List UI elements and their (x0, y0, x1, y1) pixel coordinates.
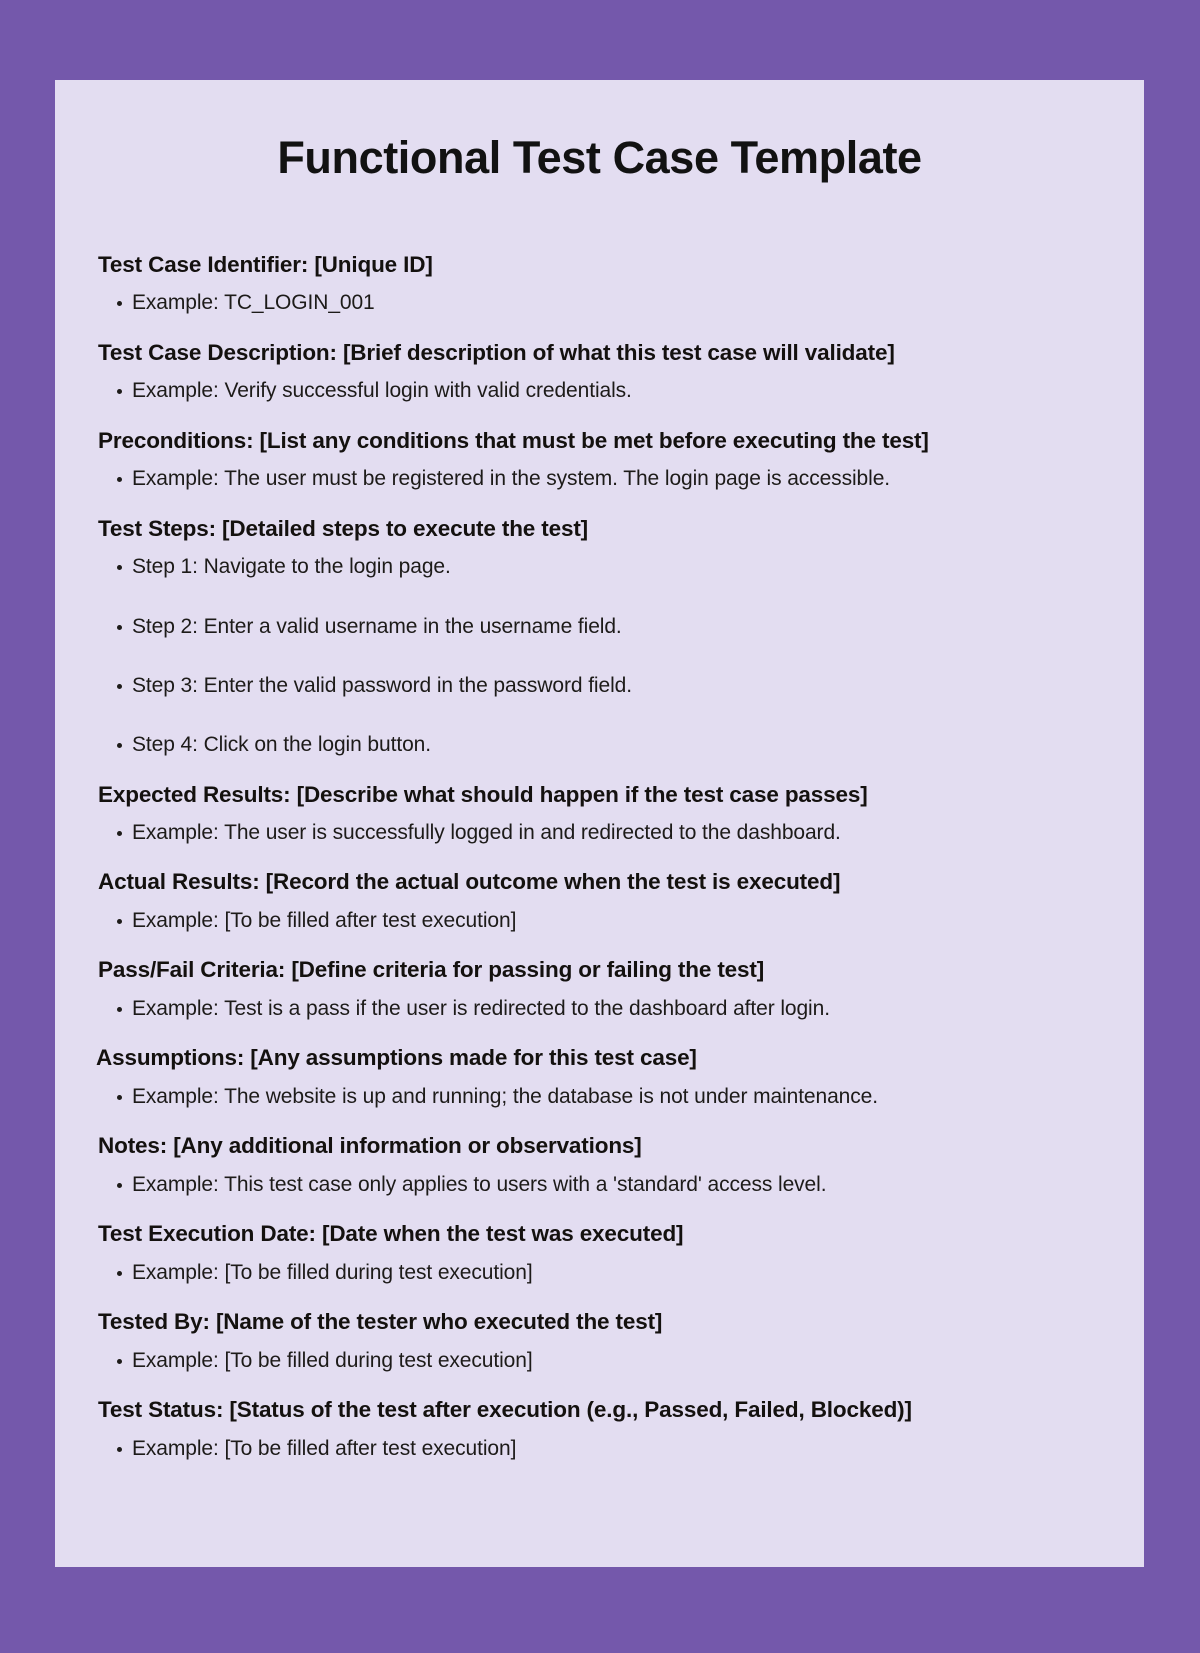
section-bullets (55, 1435, 1144, 1463)
section-tested-by (55, 1307, 1144, 1375)
section-bullets (55, 1083, 1144, 1111)
document-body (55, 184, 1144, 1463)
list-item: Example: TC_LOGIN_001 (55, 289, 1144, 317)
section-bullets (55, 289, 1144, 317)
spacer (55, 1199, 1144, 1219)
spacer (55, 935, 1144, 955)
section-heading: Actual Results: [Record the actual outcome when the test is executed] (98, 869, 841, 895)
spacer (55, 582, 1144, 613)
list-item: Step 3: Enter the valid password in the password field. (55, 672, 1144, 700)
section-bullets (55, 1259, 1144, 1287)
section-bullets (55, 613, 1144, 641)
section-bullets (55, 377, 1144, 405)
list-item: Step 2: Enter a valid username in the username field. (55, 613, 1144, 641)
section-heading: Test Case Identifier: [Unique ID] (98, 251, 433, 277)
spacer (55, 494, 1144, 514)
list-item: Example: [To be filled after test execution] (55, 907, 1144, 935)
section-heading: Expected Results: [Describe what should happen if the test case passes] (98, 781, 868, 807)
list-item: Example: [To be filled during test execution] (55, 1259, 1144, 1287)
section-heading: Notes: [Any additional information or observations] (98, 1133, 642, 1159)
section-pass-fail-criteria (55, 955, 1144, 1023)
section-heading: Test Steps: [Detailed steps to execute the test] (98, 515, 589, 541)
section-test-steps (55, 514, 1144, 760)
spacer (55, 1111, 1144, 1131)
section-heading: Test Case Description: [Brief description of what this test case will validate] (98, 339, 895, 365)
section-bullets (55, 819, 1144, 847)
spacer (55, 1375, 1144, 1395)
section-bullets (55, 1171, 1144, 1199)
spacer (55, 318, 1144, 338)
spacer (55, 1287, 1144, 1307)
list-item: Example: The user must be registered in the system. The login page is accessible. (55, 465, 1144, 493)
section-test-execution-date (55, 1219, 1144, 1287)
spacer (55, 368, 1144, 377)
section-actual-results (55, 867, 1144, 935)
section-heading: Tested By: [Name of the tester who executed the test] (98, 1309, 663, 1335)
spacer (55, 1023, 1144, 1043)
spacer (55, 898, 1144, 907)
spacer (55, 1426, 1144, 1435)
section-bullets (55, 731, 1144, 759)
section-test-case-description (55, 338, 1144, 406)
section-heading: Preconditions: [List any conditions that must be met before executing the test] (98, 427, 929, 453)
section-bullets (55, 672, 1144, 700)
spacer (55, 700, 1144, 731)
section-test-case-identifier (55, 250, 1144, 318)
spacer (55, 544, 1144, 553)
spacer (55, 641, 1144, 672)
section-heading: Pass/Fail Criteria: [Define criteria for passing or failing the test] (98, 957, 765, 983)
section-expected-results (55, 780, 1144, 848)
list-item: Example: The user is successfully logged in and redirected to the dashboard. (55, 819, 1144, 847)
list-item: Example: This test case only applies to users with a 'standard' access level. (55, 1171, 1144, 1199)
spacer (55, 1250, 1144, 1259)
section-assumptions (55, 1043, 1144, 1111)
spacer (55, 1074, 1144, 1083)
list-item: Example: The website is up and running; the database is not under maintenance. (55, 1083, 1144, 1111)
section-bullets (55, 995, 1144, 1023)
spacer (55, 406, 1144, 426)
spacer (55, 760, 1144, 780)
document-page (55, 80, 1144, 1567)
page-title: Functional Test Case Template (277, 132, 922, 183)
list-item: Example: Test is a pass if the user is redirected to the dashboard after login. (55, 995, 1144, 1023)
spacer (55, 1162, 1144, 1171)
list-item: Example: Verify successful login with valid credentials. (55, 377, 1144, 405)
section-bullets (55, 907, 1144, 935)
section-bullets (55, 553, 1144, 581)
spacer (55, 986, 1144, 995)
list-item: Step 1: Navigate to the login page. (55, 553, 1144, 581)
section-heading: Test Status: [Status of the test after execution (e.g., Passed, Failed, Blocked)] (98, 1397, 912, 1423)
section-preconditions (55, 426, 1144, 494)
list-item: Step 4: Click on the login button. (55, 731, 1144, 759)
spacer (55, 810, 1144, 819)
spacer (55, 847, 1144, 867)
section-heading: Assumptions: [Any assumptions made for this test case] (96, 1045, 697, 1071)
section-heading: Test Execution Date: [Date when the test was executed] (98, 1221, 684, 1247)
section-bullets (55, 1347, 1144, 1375)
spacer (55, 280, 1144, 289)
spacer (55, 1338, 1144, 1347)
section-bullets (55, 465, 1144, 493)
section-notes (55, 1131, 1144, 1199)
spacer (55, 456, 1144, 465)
list-item: Example: [To be filled after test execution] (55, 1435, 1144, 1463)
list-item: Example: [To be filled during test execution] (55, 1347, 1144, 1375)
section-test-status (55, 1395, 1144, 1463)
